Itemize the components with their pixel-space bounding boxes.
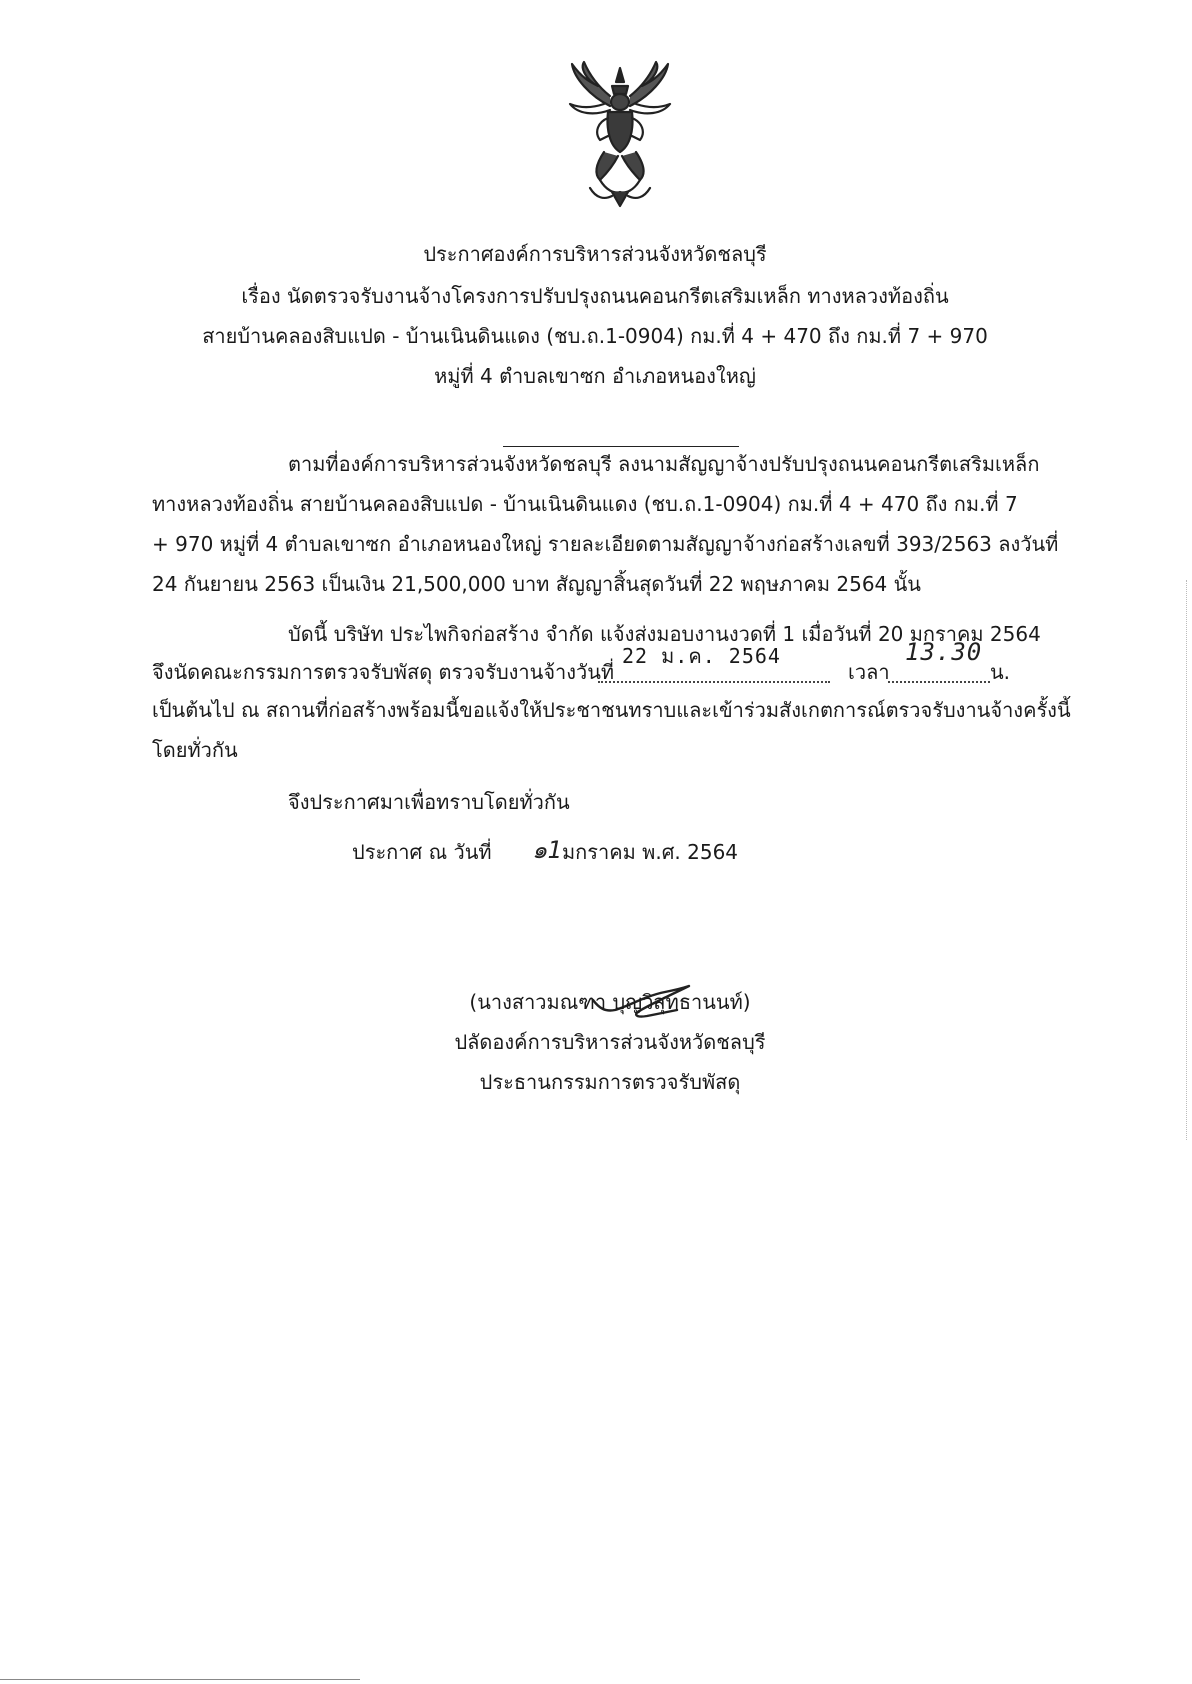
dateline-prefix: ประกาศ ณ วันที่ (352, 840, 492, 864)
paragraph2-line3: เป็นต้นไป ณ สถานที่ก่อสร้างพร้อมนี้ขอแจ้งให้ประชาชนทราบและเข้าร่วมสังเกตการณ์ตรวจรับงานจ้างครั้งนี้ (152, 698, 1071, 722)
handwritten-inspection-date: 22 ม.ค. 2564 (622, 644, 781, 668)
scan-edge-mark (1186, 580, 1187, 1140)
time-fill-dots (888, 681, 990, 683)
date-fill-dots (598, 681, 830, 683)
paragraph1-line1: ตามที่องค์การบริหารส่วนจังหวัดชลบุรี ลงนามสัญญาจ้างปรับปรุงถนนคอนกรีตเสริมเหล็ก (288, 452, 1040, 476)
signatory-name: (นางสาวมณฑา บุญวิสุทธานนท์) (469, 990, 751, 1014)
paragraph2-line4: โดยทั่วกัน (152, 738, 238, 762)
time-unit: น. (990, 660, 1011, 684)
signatory-role: ประธานกรรมการตรวจรับพัสดุ (479, 1070, 741, 1094)
garuda-emblem (560, 60, 680, 210)
location-line: หมู่ที่ 4 ตำบลเขาซก อำเภอหนองใหญ่ (434, 364, 756, 388)
time-label: เวลา (848, 660, 890, 684)
dateline-month-year: มกราคม พ.ศ. 2564 (562, 840, 739, 864)
closing-line: จึงประกาศมาเพื่อทราบโดยทั่วกัน (288, 790, 570, 814)
subject-line: เรื่อง นัดตรวจรับงานจ้างโครงการปรับปรุงถนนคอนกรีตเสริมเหล็ก ทางหลวงท้องถิ่น (241, 284, 949, 308)
signatory-position: ปลัดองค์การบริหารส่วนจังหวัดชลบุรี (454, 1030, 766, 1054)
handwritten-issue-day: ๑1 (532, 836, 562, 864)
route-line: สายบ้านคลองสิบแปด - บ้านเนินดินแดง (ชบ.ถ.1-0904) กม.ที่ 4 + 470 ถึง กม.ที่ 7 + 970 (202, 324, 988, 348)
paragraph2-line1: บัดนี้ บริษัท ประไพกิจก่อสร้าง จำกัด แจ้งส่งมอบงานงวดที่ 1 เมื่อวันที่ 20 มกราคม 2564 (288, 622, 1041, 646)
paragraph1-line2: ทางหลวงท้องถิ่น สายบ้านคลองสิบแปด - บ้านเนินดินแดง (ชบ.ถ.1-0904) กม.ที่ 4 + 470 ถึง กม.ที่ 7 (152, 492, 1018, 516)
paragraph2-line2-prefix: จึงนัดคณะกรรมการตรวจรับพัสดุ ตรวจรับงานจ้างวันที่ (152, 660, 615, 684)
handwritten-inspection-time: 13.30 (905, 638, 983, 666)
issuer-line: ประกาศองค์การบริหารส่วนจังหวัดชลบุรี (423, 242, 767, 266)
scan-bottom-rule (0, 1679, 360, 1680)
paragraph1-line3: + 970 หมู่ที่ 4 ตำบลเขาซก อำเภอหนองใหญ่ รายละเอียดตามสัญญาจ้างก่อสร้างเลขที่ 393/2563 ลงวันที่ (152, 532, 1059, 556)
paragraph1-line4: 24 กันยายน 2563 เป็นเงิน 21,500,000 บาท สัญญาสิ้นสุดวันที่ 22 พฤษภาคม 2564 นั้น (152, 572, 921, 596)
header-divider (503, 446, 739, 447)
